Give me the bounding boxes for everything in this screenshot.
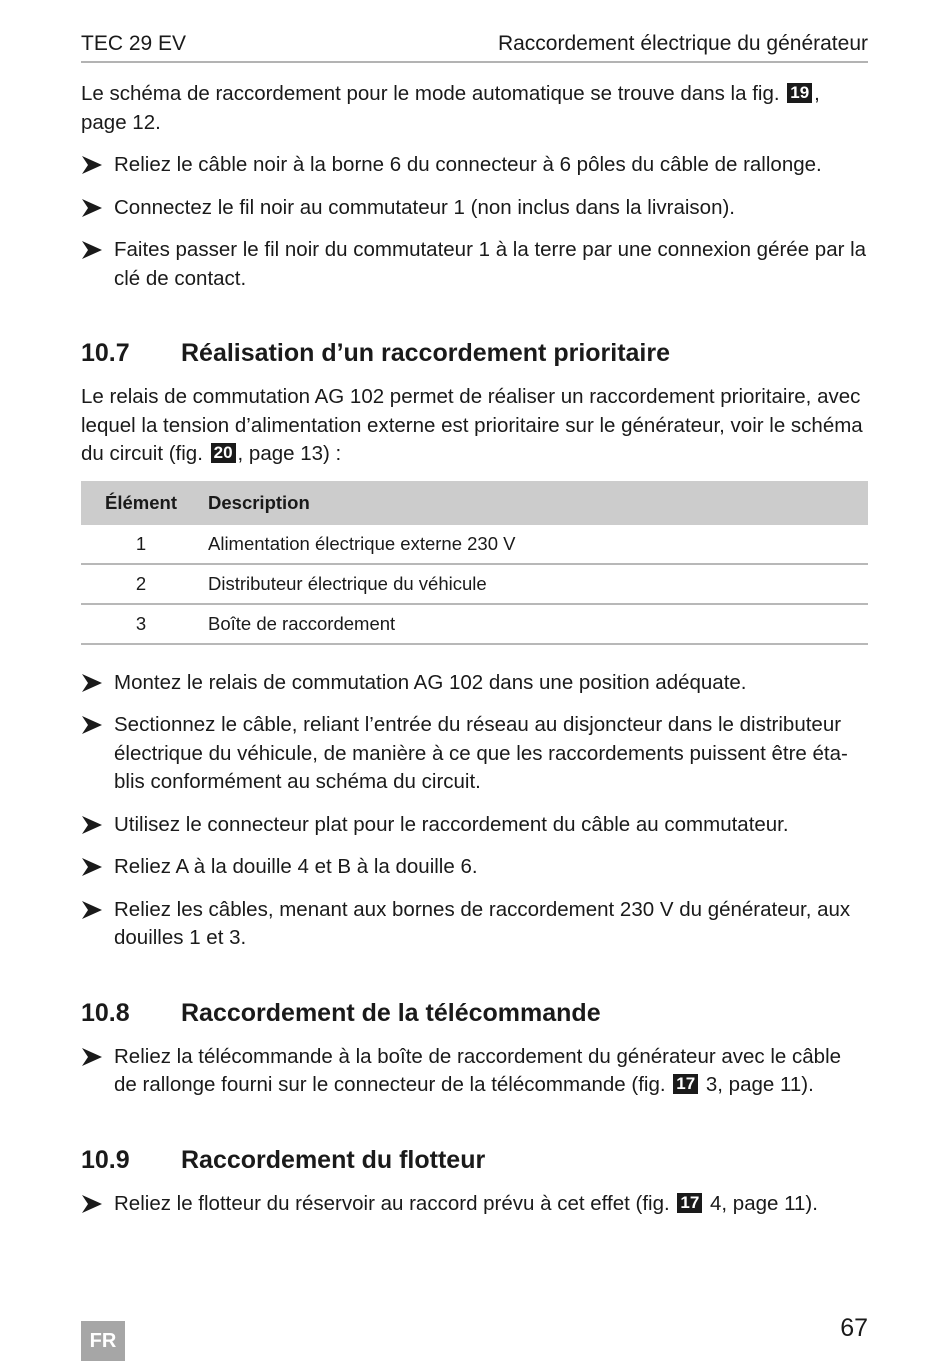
section-10-7-step-list [81,669,868,953]
component-table [81,481,868,645]
step-item: Montez le relais de commutation AG 102 dans une position adéquate. [81,669,868,698]
arrow-bullet-icon [81,1047,103,1067]
column-header-element: Élément [81,481,201,525]
arrow-bullet-icon [81,1194,103,1214]
step-item: Faites passer le fil noir du commutateur 1 à la terre par une connexion gérée par la clé de contact. [81,236,868,293]
section-heading-10-8: 10.8 Raccordement de la télécommande [81,998,601,1027]
page-number: 67 [840,1314,868,1342]
arrow-bullet-icon [81,155,103,175]
column-header-description: Description [201,481,868,525]
section-10-9-step-list [81,1190,868,1219]
intro-text-end: , page 12. [81,82,820,134]
step-item: Reliez le flotteur du réservoir au raccord prévu à cet effet (fig. 17 4, page 11). [81,1190,868,1219]
arrow-bullet-icon [81,673,103,693]
table-row: 2 Distributeur électrique du véhicule [81,564,868,604]
arrow-bullet-icon [81,857,103,877]
language-badge: FR [81,1321,125,1361]
step-item: Reliez la télécommande à la boîte de raccordement du générateur avec le câble de rallonge fourni sur le connecteur de la télécommande (fig. 17 3, page 11). [81,1043,868,1100]
table-row: 3 Boîte de raccordement [81,604,868,644]
arrow-bullet-icon [81,240,103,260]
intro-step-list [81,151,868,293]
figure-ref-badge: 20 [211,443,236,463]
section-heading-10-9: 10.9 Raccordement du flotteur [81,1145,486,1174]
section-10-8-step-list [81,1043,868,1100]
table-header-row [81,481,868,525]
table-row: 1 Alimentation électrique externe 230 V [81,525,868,564]
step-item: Reliez A à la douille 4 et B à la douille 6. [81,853,868,882]
step-item: Utilisez le connecteur plat pour le raccordement du câble au commutateur. [81,811,868,840]
page-content [81,80,868,1218]
page-header [81,30,868,63]
figure-ref-badge: 17 [677,1193,702,1213]
intro-paragraph [81,80,868,137]
step-item: Connectez le fil noir au commutateur 1 (non inclus dans la livraison). [81,194,868,223]
intro-text: Le schéma de raccordement pour le mode automatique se trouve dans la fig. [81,82,780,105]
step-item: Reliez le câble noir à la borne 6 du connecteur à 6 pôles du câble de rallonge. [81,151,868,180]
arrow-bullet-icon [81,715,103,735]
header-product: TEC 29 EV [81,32,187,55]
step-item: Reliez les câbles, menant aux bornes de raccordement 230 V du générateur, aux douilles 1 et 3. [81,896,868,953]
figure-ref-badge: 17 [673,1074,698,1094]
arrow-bullet-icon [81,198,103,218]
section-10-7-intro: Le relais de commutation AG 102 permet de réaliser un raccordement prioritaire, avec lequel la tension d’alimentation externe est prioritaire sur le générateur, voir le schéma du circuit (fig. 20 , page 13) : [81,385,863,465]
step-item: Sectionnez le câble, reliant l’entrée du réseau au disjoncteur dans le distributeur électrique du véhicule, de manière à ce que les raccordements puissent être éta- blis conformément au schéma du circuit. [81,711,868,797]
header-chapter: Raccordement électrique du générateur [497,32,868,55]
arrow-bullet-icon [81,900,103,920]
section-heading-10-7: 10.7 Réalisation d’un raccordement prioritaire [81,339,671,367]
figure-ref-badge: 19 [787,83,812,103]
arrow-bullet-icon [81,815,103,835]
